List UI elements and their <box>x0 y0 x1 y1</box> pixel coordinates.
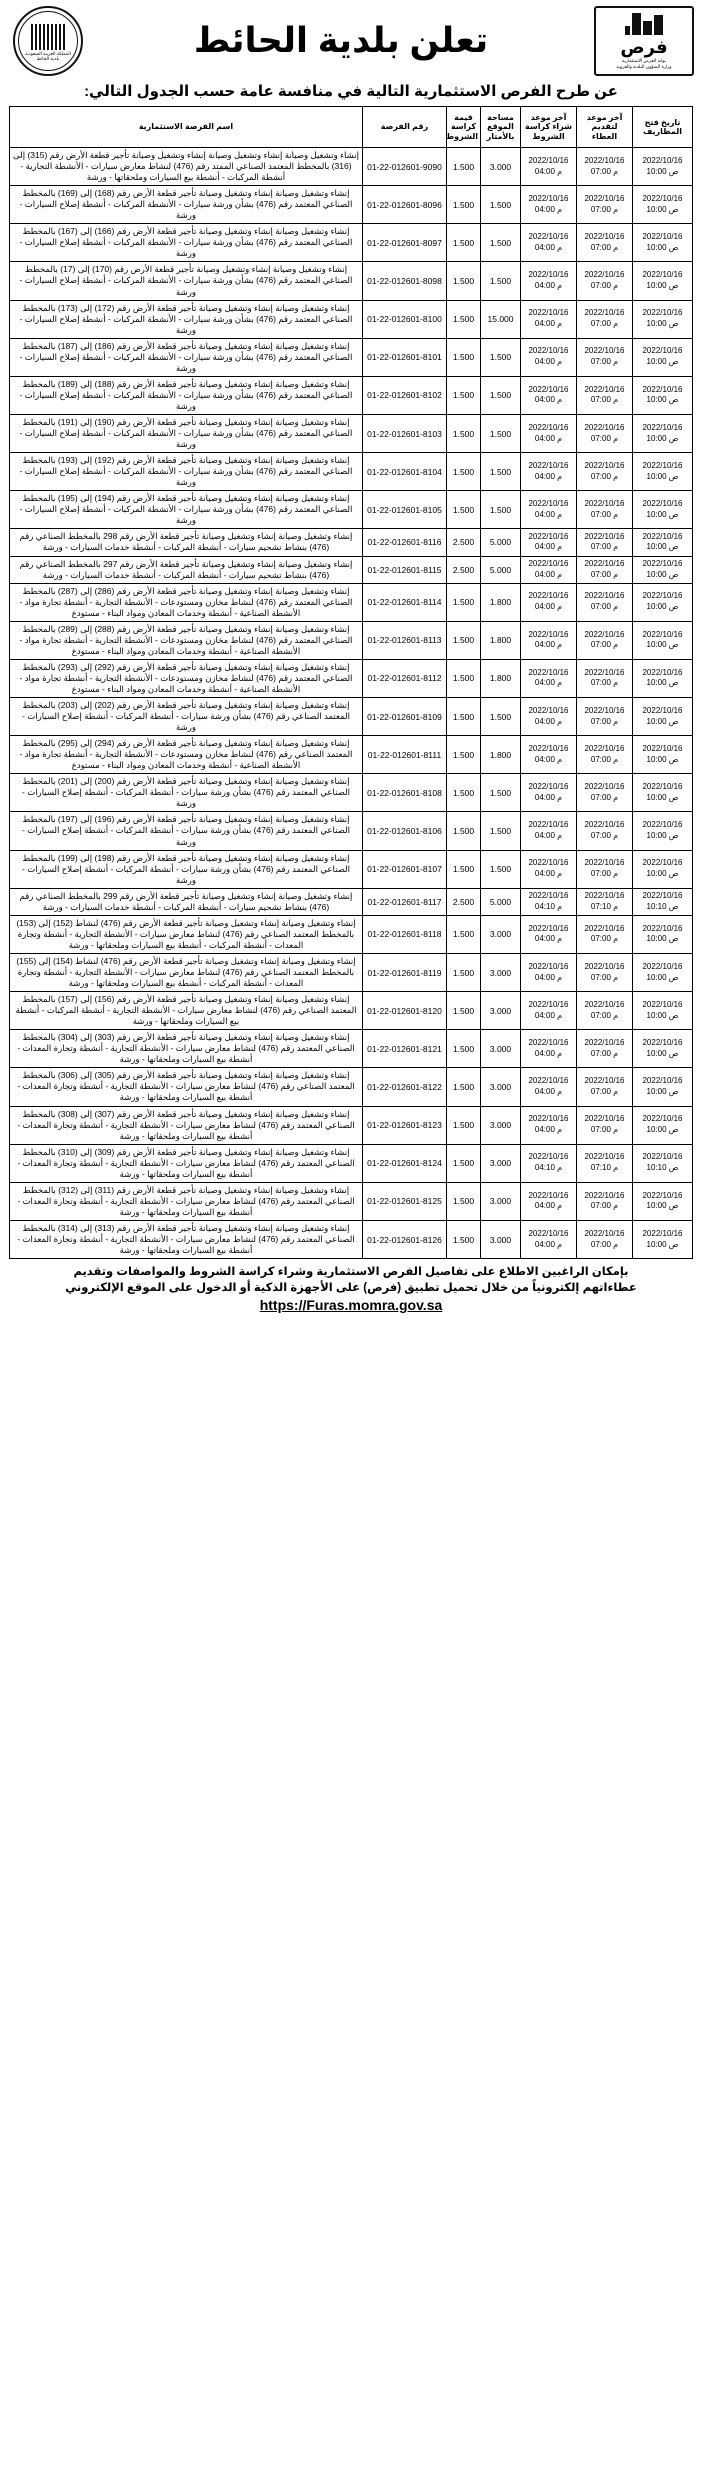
row-site-area: 3.000 <box>481 1144 521 1182</box>
row-bid-deadline: 2022/10/16 07:00 م <box>577 224 633 262</box>
row-opportunity-number: 01-22-012601-8120 <box>363 992 447 1030</box>
row-open-date: 2022/10/16 10:00 ص <box>633 736 693 774</box>
row-opportunity-number: 01-22-012601-8100 <box>363 300 447 338</box>
row-opportunity-number: 01-22-012601-8112 <box>363 659 447 697</box>
row-opportunity-number: 01-22-012601-8111 <box>363 736 447 774</box>
row-opportunity-name: إنشاء وتشغيل وصيانة إنشاء وتشغيل وصيانة تأجير قطعة الأرض رقم (194) إلى (195) بالمخطط الصناعي المعتمد رقم (476) بشأن ورشة سيارات - الأنشطة المركبات - أنشطة إصلاح السيارات - ورشة <box>10 491 363 529</box>
row-site-area: 3.000 <box>481 1068 521 1106</box>
row-booklet-value: 1.500 <box>447 850 481 888</box>
row-booklet-value: 2.500 <box>447 556 481 583</box>
row-booklet-value: 2.500 <box>447 888 481 915</box>
table-row <box>10 1030 693 1068</box>
row-booklet-value: 1.500 <box>447 621 481 659</box>
row-open-date: 2022/10/16 10:00 ص <box>633 850 693 888</box>
row-booklet-value: 2.500 <box>447 529 481 556</box>
row-bid-deadline: 2022/10/16 07:00 م <box>577 1106 633 1144</box>
row-purchase-deadline: 2022/10/16 04:00 م <box>521 621 577 659</box>
row-opportunity-name: إنشاء وتشغيل وصيانة إنشاء وتشغيل وصيانة تأجير قطعة الأرض رقم (198) إلى (199) بالمخطط الصناعي المعتمد رقم (476) بشأن ورشة سيارات - أنشطة المركبات - أنشطة إصلاح السيارات - ورشة <box>10 850 363 888</box>
row-bid-deadline: 2022/10/16 07:00 م <box>577 774 633 812</box>
row-booklet-value: 1.500 <box>447 812 481 850</box>
row-opportunity-name: إنشاء وتشغيل وصيانة إنشاء وتشغيل وصيانة تأجير قطعة الأرض رقم (303) إلى (304) بالمخطط الصناعي المعتمد رقم (476) لنشاط معارض سيارات - الأنشطة التجارية - أنشطة وتجارة المعدات - أنشطة بيع السيارات وملحقاتها - ورشة <box>10 1030 363 1068</box>
row-purchase-deadline: 2022/10/16 04:00 م <box>521 1106 577 1144</box>
furas-logo-word: فرص <box>620 36 668 57</box>
table-row <box>10 414 693 452</box>
row-opportunity-number: 01-22-012601-8109 <box>363 698 447 736</box>
row-opportunity-name: إنشاء وتشغيل وصيانة إنشاء وتشغيل وصيانة تأجير قطعة الأرض رقم (186) إلى (187) بالمخطط الصناعي المعتمد رقم (476) بشأن ورشة سيارات - الأنشطة المركبات - أنشطة إصلاح السيارات - ورشة <box>10 338 363 376</box>
row-booklet-value: 1.500 <box>447 992 481 1030</box>
table-row <box>10 1144 693 1182</box>
row-purchase-deadline: 2022/10/16 04:00 م <box>521 659 577 697</box>
row-opportunity-name: إنشاء وتشغيل وصيانة إنشاء وتشغيل وصيانة تأجير قطعة الأرض رقم (200) إلى (201) بالمخطط الصناعي المعتمد رقم (476) بشأن ورشة سيارات - أنشطة المركبات - أنشطة إصلاح السيارات - ورشة <box>10 774 363 812</box>
row-site-area: 3.000 <box>481 1182 521 1220</box>
table-row <box>10 888 693 915</box>
row-site-area: 1.500 <box>481 186 521 224</box>
row-opportunity-name: إنشاء وتشغيل وصيانة إنشاء وتشغيل وصيانة تأجير قطعة الأرض رقم (192) إلى (193) بالمخطط الصناعي المعتمد رقم (476) بشأن ورشة سيارات - الأنشطة المركبات - أنشطة إصلاح السيارات - ورشة <box>10 453 363 491</box>
row-opportunity-name: إنشاء وتشغيل وصيانة إنشاء وتشغيل وصيانة تأجير قطعة الأرض رقم (156) إلى (157) بالمخطط المعتمد الصناعي رقم (476) لنشاط معارض سيارات - الأنشطة التجارية - أنشطة المركبات - أنشطة بيع السيارات وملحقاتها - ورشة <box>10 992 363 1030</box>
row-site-area: 1.500 <box>481 262 521 300</box>
row-open-date: 2022/10/16 10:00 ص <box>633 1182 693 1220</box>
row-purchase-deadline: 2022/10/16 04:00 م <box>521 1030 577 1068</box>
row-opportunity-number: 01-22-012601-8104 <box>363 453 447 491</box>
row-opportunity-name: إنشاء وتشغيل وصيانة إنشاء وتشغيل وصيانة تأجير قطعة الأرض رقم (166) إلى (167) بالمخطط الصناعي المعتمد رقم (476) بشأن ورشة سيارات - الأنشطة المركبات - أنشطة إصلاح السيارات - ورشة <box>10 224 363 262</box>
row-open-date: 2022/10/16 10:00 ص <box>633 556 693 583</box>
row-opportunity-number: 01-22-012601-8117 <box>363 888 447 915</box>
row-opportunity-number: 01-22-012601-8118 <box>363 915 447 953</box>
row-purchase-deadline: 2022/10/16 04:00 م <box>521 1182 577 1220</box>
table-row <box>10 1220 693 1258</box>
row-booklet-value: 1.500 <box>447 1030 481 1068</box>
furas-logo <box>594 6 694 76</box>
furas-logo-subtitle: بوابة الفرص الاستثمارية وزارة الشؤون البلدية والقروية <box>616 57 672 69</box>
row-open-date: 2022/10/16 10:00 ص <box>633 453 693 491</box>
row-bid-deadline: 2022/10/16 07:00 م <box>577 262 633 300</box>
row-purchase-deadline: 2022/10/16 04:00 م <box>521 453 577 491</box>
row-purchase-deadline: 2022/10/16 04:00 م <box>521 736 577 774</box>
row-bid-deadline: 2022/10/16 07:00 م <box>577 300 633 338</box>
row-site-area: 5.000 <box>481 556 521 583</box>
row-opportunity-name: إنشاء وتشغيل وصيانة إنشاء وتشغيل وصيانة تأجير قطعة الأرض رقم (294) إلى (295) بالمخطط المعتمد الصناعي رقم (476) لنشاط مخازن ومستودعات - الأنشطة التجارية - أنشطة تجارة مواد - الأنشطة الصناعية - أنشطة وخدمات المعادن ومواد البناء - مستودع <box>10 736 363 774</box>
row-site-area: 3.000 <box>481 1030 521 1068</box>
row-site-area: 1.500 <box>481 774 521 812</box>
row-site-area: 1.500 <box>481 850 521 888</box>
table-row <box>10 1182 693 1220</box>
row-open-date: 2022/10/16 10:00 ص <box>633 992 693 1030</box>
table-row <box>10 659 693 697</box>
table-row <box>10 850 693 888</box>
row-open-date: 2022/10/16 10:00 ص <box>633 300 693 338</box>
row-bid-deadline: 2022/10/16 07:00 م <box>577 812 633 850</box>
emblem-ring <box>18 11 78 71</box>
row-site-area: 1.500 <box>481 338 521 376</box>
row-open-date: 2022/10/16 10:00 ص <box>633 774 693 812</box>
row-purchase-deadline: 2022/10/16 04:00 م <box>521 992 577 1030</box>
row-purchase-deadline: 2022/10/16 04:00 م <box>521 915 577 953</box>
row-opportunity-name: إنشاء وتشغيل وصيانة إنشاء وتشغيل وصيانة تأجير قطعة الأرض رقم (476) لنشاط (152) إلى (153) بالمخطط المعتمد الصناعي رقم (476) لنشاط معارض سيارات - الأنشطة التجارية - أنشطة وتجارة المعدات - أنشطة المركبات - أنشطة بيع السيارات وملحقاتها - ورشة <box>10 915 363 953</box>
row-opportunity-name: إنشاء وتشغيل وصيانة إنشاء وتشغيل وصيانة تأجير قطعة الأرض رقم (476) لنشاط (154) إلى (155) بالمخطط المعتمد الصناعي رقم (476) لنشاط معارض سيارات - الأنشطة التجارية - أنشطة وتجارة المعدات - أنشطة المركبات - أنشطة بيع السيارات وملحقاتها - ورشة <box>10 953 363 991</box>
row-site-area: 3.000 <box>481 1106 521 1144</box>
table-row <box>10 953 693 991</box>
row-bid-deadline: 2022/10/16 07:00 م <box>577 414 633 452</box>
row-site-area: 3.000 <box>481 1220 521 1258</box>
row-site-area: 3.000 <box>481 915 521 953</box>
row-site-area: 3.000 <box>481 953 521 991</box>
row-booklet-value: 1.500 <box>447 1106 481 1144</box>
col-open-date: تاريخ فتح المظاريف <box>633 107 693 148</box>
col-bid-deadline: آخر موعد لتقديم العطاء <box>577 107 633 148</box>
row-opportunity-number: 01-22-012601-8097 <box>363 224 447 262</box>
row-open-date: 2022/10/16 10:10 ص <box>633 1144 693 1182</box>
row-opportunity-name: إنشاء وتشغيل وصيانة إنشاء وتشغيل وصيانة تأجير قطعة الأرض رقم (188) إلى (189) بالمخطط الصناعي المعتمد رقم (476) بشأن ورشة سيارات - الأنشطة المركبات - أنشطة إصلاح السيارات - ورشة <box>10 376 363 414</box>
row-opportunity-name: إنشاء وتشغيل وصيانة إنشاء وتشغيل وصيانة تأجير قطعة الأرض رقم (305) إلى (306) بالمخطط المعتمد الصناعي رقم (476) لنشاط معارض سيارات - الأنشطة التجارية - أنشطة وتجارة المعدات - أنشطة بيع السيارات وملحقاتها - ورشة <box>10 1068 363 1106</box>
row-opportunity-name: إنشاء وتشغيل وصيانة إنشاء وتشغيل وصيانة تأجير قطعة الأرض رقم (196) إلى (197) بالمخطط الصناعي المعتمد رقم (476) بشأن ورشة سيارات - أنشطة المركبات - أنشطة إصلاح السيارات - ورشة <box>10 812 363 850</box>
row-open-date: 2022/10/16 10:00 ص <box>633 148 693 186</box>
page-footer <box>0 1263 702 1321</box>
municipality-emblem-wrap <box>8 6 88 76</box>
row-open-date: 2022/10/16 10:00 ص <box>633 186 693 224</box>
row-booklet-value: 1.500 <box>447 774 481 812</box>
row-bid-deadline: 2022/10/16 07:00 م <box>577 186 633 224</box>
row-site-area: 1.500 <box>481 414 521 452</box>
row-purchase-deadline: 2022/10/16 04:00 م <box>521 1068 577 1106</box>
row-booklet-value: 1.500 <box>447 953 481 991</box>
row-open-date: 2022/10/16 10:00 ص <box>633 698 693 736</box>
row-bid-deadline: 2022/10/16 07:00 م <box>577 736 633 774</box>
row-booklet-value: 1.500 <box>447 915 481 953</box>
row-open-date: 2022/10/16 10:00 ص <box>633 583 693 621</box>
table-row <box>10 376 693 414</box>
row-opportunity-number: 01-22-012601-8114 <box>363 583 447 621</box>
row-site-area: 5.000 <box>481 888 521 915</box>
row-opportunity-name: إنشاء وتشغيل وصيانة إنشاء وتشغيل وصيانة تأجير قطعة الأرض رقم (286) إلى (287) بالمخطط الصناعي المعتمد رقم (476) لنشاط مخازن ومستودعات - الأنشطة التجارية - أنشطة تجارة مواد - الأنشطة الصناعية - أنشطة وخدمات المعادن ومواد البناء - مستودع <box>10 583 363 621</box>
emblem-text: المملكة العربية السعودية بلدية الحائط <box>25 51 71 61</box>
furas-portal-link[interactable]: https://Furas.momra.gov.sa <box>259 1297 443 1314</box>
row-bid-deadline: 2022/10/16 07:00 م <box>577 1030 633 1068</box>
table-row <box>10 698 693 736</box>
row-bid-deadline: 2022/10/16 07:00 م <box>577 992 633 1030</box>
row-site-area: 1.800 <box>481 621 521 659</box>
row-open-date: 2022/10/16 10:00 ص <box>633 224 693 262</box>
row-opportunity-number: 01-22-012601-8102 <box>363 376 447 414</box>
row-bid-deadline: 2022/10/16 07:00 م <box>577 148 633 186</box>
row-bid-deadline: 2022/10/16 07:00 م <box>577 953 633 991</box>
row-open-date: 2022/10/16 10:00 ص <box>633 1068 693 1106</box>
col-opportunity-number: رقم الفرصة <box>363 107 447 148</box>
row-bid-deadline: 2022/10/16 07:00 م <box>577 491 633 529</box>
row-opportunity-number: 01-22-012601-8107 <box>363 850 447 888</box>
row-open-date: 2022/10/16 10:00 ص <box>633 621 693 659</box>
row-site-area: 3.000 <box>481 992 521 1030</box>
row-opportunity-number: 01-22-012601-9090 <box>363 148 447 186</box>
row-purchase-deadline: 2022/10/16 04:00 م <box>521 414 577 452</box>
row-opportunity-name: إنشاء وتشغيل وصيانة إنشاء وتشغيل وصيانة تأجير قطعة الأرض رقم (202) إلى (203) بالمخطط المعتمد الصناعي رقم (476) بشأن ورشة سيارات - أنشطة المركبات - أنشطة إصلاح السيارات - ورشة <box>10 698 363 736</box>
row-opportunity-name: إنشاء وتشغيل وصيانة إنشاء وتشغيل وصيانة إنشاء وتشغيل وصيانة تأجير قطعة الأرض رقم (315) إلى (316) بالمخطط المعتمد الصناعي الممتد رقم (476) لنشاط معارض سيارات - الأنشطة التجارية - أنشطة المركبات - أنشطة بيع السيارات وملحقاتها - ورشة <box>10 148 363 186</box>
row-site-area: 1.500 <box>481 224 521 262</box>
row-purchase-deadline: 2022/10/16 04:00 م <box>521 1220 577 1258</box>
row-booklet-value: 1.500 <box>447 698 481 736</box>
row-opportunity-number: 01-22-012601-8122 <box>363 1068 447 1106</box>
row-bid-deadline: 2022/10/16 07:00 م <box>577 698 633 736</box>
row-site-area: 5.000 <box>481 529 521 556</box>
row-bid-deadline: 2022/10/16 07:00 م <box>577 659 633 697</box>
row-open-date: 2022/10/16 10:00 ص <box>633 915 693 953</box>
row-opportunity-number: 01-22-012601-8106 <box>363 812 447 850</box>
page-header <box>0 0 702 80</box>
row-purchase-deadline: 2022/10/16 04:00 م <box>521 300 577 338</box>
row-opportunity-number: 01-22-012601-8098 <box>363 262 447 300</box>
row-opportunity-name: إنشاء وتشغيل وصيانة إنشاء وتشغيل وصيانة تأجير قطعة الأرض رقم (292) إلى (293) بالمخطط الصناعي المعتمد رقم (476) لنشاط مخازن ومستودعات - الأنشطة التجارية - أنشطة تجارة مواد - الأنشطة الصناعية - أنشطة وخدمات المعادن ومواد البناء - مستودع <box>10 659 363 697</box>
table-row <box>10 1106 693 1144</box>
row-booklet-value: 1.500 <box>447 453 481 491</box>
col-purchase-deadline: آخر موعد شراء كراسة الشروط <box>521 107 577 148</box>
row-opportunity-number: 01-22-012601-8124 <box>363 1144 447 1182</box>
row-purchase-deadline: 2022/10/16 04:00 م <box>521 224 577 262</box>
table-row <box>10 262 693 300</box>
row-open-date: 2022/10/16 10:00 ص <box>633 812 693 850</box>
row-purchase-deadline: 2022/10/16 04:00 م <box>521 186 577 224</box>
table-row <box>10 186 693 224</box>
row-booklet-value: 1.500 <box>447 224 481 262</box>
row-booklet-value: 1.500 <box>447 376 481 414</box>
row-bid-deadline: 2022/10/16 07:00 م <box>577 1182 633 1220</box>
row-opportunity-name: إنشاء وتشغيل وصيانة إنشاء وتشغيل وصيانة تأجير قطعة الأرض رقم (288) إلى (289) بالمخطط الصناعي المعتمد رقم (476) لنشاط مخازن ومستودعات - الأنشطة التجارية - أنشطة تجارة مواد - الأنشطة الصناعية - أنشطة وخدمات المعادن ومواد البناء - مستودع <box>10 621 363 659</box>
table-row <box>10 148 693 186</box>
row-bid-deadline: 2022/10/16 07:10 م <box>577 1144 633 1182</box>
row-booklet-value: 1.500 <box>447 491 481 529</box>
row-open-date: 2022/10/16 10:00 ص <box>633 1106 693 1144</box>
row-site-area: 1.500 <box>481 491 521 529</box>
page-title: تعلن بلدية الحائط <box>193 21 489 60</box>
row-booklet-value: 1.500 <box>447 736 481 774</box>
table-row <box>10 992 693 1030</box>
row-opportunity-number: 01-22-012601-8096 <box>363 186 447 224</box>
table-row <box>10 453 693 491</box>
row-purchase-deadline: 2022/10/16 04:10 م <box>521 1144 577 1182</box>
row-site-area: 15.000 <box>481 300 521 338</box>
row-opportunity-number: 01-22-012601-8119 <box>363 953 447 991</box>
row-opportunity-name: إنشاء وتشغيل وصيانة إنشاء وتشغيل وصيانة تأجير قطعة الأرض رقم (309) إلى (310) بالمخطط الصناعي المعتمد رقم (476) لنشاط معارض سيارات - الأنشطة التجارية - أنشطة وتجارة المعدات - أنشطة بيع السيارات وملحقاتها - ورشة <box>10 1144 363 1182</box>
row-booklet-value: 1.500 <box>447 1182 481 1220</box>
row-purchase-deadline: 2022/10/16 04:00 م <box>521 148 577 186</box>
row-site-area: 1.800 <box>481 583 521 621</box>
row-bid-deadline: 2022/10/16 07:00 م <box>577 621 633 659</box>
table-row <box>10 583 693 621</box>
row-booklet-value: 1.500 <box>447 262 481 300</box>
row-purchase-deadline: 2022/10/16 04:00 م <box>521 812 577 850</box>
row-opportunity-name: إنشاء وتشغيل وصيانة إنشاء وتشغيل وصيانة تأجير قطعة الأرض رقم (168) إلى (169) بالمخطط الصناعي المعتمد رقم (476) بشأن ورشة سيارات - الأنشطة المركبات - أنشطة إصلاح السيارات - ورشة <box>10 186 363 224</box>
row-site-area: 1.500 <box>481 453 521 491</box>
row-opportunity-number: 01-22-012601-8103 <box>363 414 447 452</box>
row-open-date: 2022/10/16 10:00 ص <box>633 491 693 529</box>
furas-logo-mark <box>625 13 663 35</box>
row-opportunity-number: 01-22-012601-8123 <box>363 1106 447 1144</box>
row-opportunity-name: إنشاء وتشغيل وصيانة إنشاء وتشغيل وصيانة تأجير قطعة الأرض رقم 299 بالمخطط الصناعي رقم (476) بنشاط تشحيم سيارات - أنشطة المركبات - أنشطة خدمات السيارات - ورشة <box>10 888 363 915</box>
row-opportunity-number: 01-22-012601-8105 <box>363 491 447 529</box>
row-booklet-value: 1.500 <box>447 148 481 186</box>
row-opportunity-number: 01-22-012601-8126 <box>363 1220 447 1258</box>
row-open-date: 2022/10/16 10:00 ص <box>633 659 693 697</box>
row-bid-deadline: 2022/10/16 07:00 م <box>577 556 633 583</box>
row-bid-deadline: 2022/10/16 07:00 م <box>577 529 633 556</box>
row-open-date: 2022/10/16 10:00 ص <box>633 1030 693 1068</box>
row-open-date: 2022/10/16 10:00 ص <box>633 376 693 414</box>
row-opportunity-name: إنشاء وتشغيل وصيانة إنشاء وتشغيل وصيانة تأجير قطعة الأرض رقم (311) إلى (312) بالمخطط الصناعي المعتمد رقم (476) لنشاط معارض سيارات - الأنشطة التجارية - أنشطة وتجارة المعدات - أنشطة بيع السيارات وملحقاتها - ورشة <box>10 1182 363 1220</box>
row-site-area: 1.500 <box>481 812 521 850</box>
row-site-area: 1.800 <box>481 736 521 774</box>
row-booklet-value: 1.500 <box>447 300 481 338</box>
table-row <box>10 1068 693 1106</box>
row-opportunity-name: إنشاء وتشغيل وصيانة إنشاء وتشغيل وصيانة تأجير قطعة الأرض رقم (172) إلى (173) بالمخطط الصناعي المعتمد رقم (476) بشأن ورشة سيارات - الأنشطة المركبات - أنشطة إصلاح السيارات - ورشة <box>10 300 363 338</box>
row-site-area: 1.800 <box>481 659 521 697</box>
row-booklet-value: 1.500 <box>447 1220 481 1258</box>
row-open-date: 2022/10/16 10:00 ص <box>633 953 693 991</box>
row-opportunity-name: إنشاء وتشغيل وصيانة إنشاء وتشغيل وصيانة تأجير قطعة الأرض رقم (170) إلى (17) بالمخطط الصناعي المعتمد رقم (476) بشأن ورشة سيارات - الأنشطة المركبات - أنشطة إصلاح السيارات - ورشة <box>10 262 363 300</box>
row-booklet-value: 1.500 <box>447 583 481 621</box>
row-opportunity-number: 01-22-012601-8115 <box>363 556 447 583</box>
row-opportunity-name: إنشاء وتشغيل وصيانة إنشاء وتشغيل وصيانة تأجير قطعة الأرض رقم (313) إلى (314) بالمخطط الصناعي المعتمد رقم (476) لنشاط معارض سيارات - الأنشطة التجارية - أنشطة وتجارة المعدات - أنشطة بيع السيارات وملحقاتها - ورشة <box>10 1220 363 1258</box>
page-subtitle: عن طرح الفرص الاستثمارية التالية في منافسة عامة حسب الجدول التالي: <box>84 83 618 100</box>
row-open-date: 2022/10/16 10:00 ص <box>633 1220 693 1258</box>
row-opportunity-name: إنشاء وتشغيل وصيانة إنشاء وتشغيل وصيانة تأجير قطعة الأرض رقم (190) إلى (191) بالمخطط الصناعي المعتمد رقم (476) بشأن ورشة سيارات - الأنشطة المركبات - أنشطة إصلاح السيارات - ورشة <box>10 414 363 452</box>
table-row <box>10 556 693 583</box>
row-opportunity-name: إنشاء وتشغيل وصيانة إنشاء وتشغيل وصيانة تأجير قطعة الأرض رقم 297 بالمخطط الصناعي رقم (476) بنشاط تشحيم سيارات - أنشطة المركبات - أنشطة خدمات السيارات - ورشة <box>10 556 363 583</box>
col-opportunity-name: اسم الفرصة الاستثمارية <box>10 107 363 148</box>
col-site-area: مساحة الموقع بالأمتار <box>481 107 521 148</box>
row-booklet-value: 1.500 <box>447 659 481 697</box>
row-booklet-value: 1.500 <box>447 186 481 224</box>
row-opportunity-number: 01-22-012601-8113 <box>363 621 447 659</box>
row-bid-deadline: 2022/10/16 07:00 م <box>577 850 633 888</box>
row-purchase-deadline: 2022/10/16 04:00 م <box>521 583 577 621</box>
row-bid-deadline: 2022/10/16 07:00 م <box>577 1220 633 1258</box>
row-opportunity-number: 01-22-012601-8121 <box>363 1030 447 1068</box>
footer-line-2: عطاءاتهم إلكترونياً من خلال تحميل تطبيق (فرص) على الأجهزة الذكية أو الدخول على الموقع الإلكتروني <box>65 1281 637 1294</box>
row-opportunity-number: 01-22-012601-8108 <box>363 774 447 812</box>
row-site-area: 1.500 <box>481 698 521 736</box>
table-row <box>10 529 693 556</box>
row-open-date: 2022/10/16 10:00 ص <box>633 262 693 300</box>
row-purchase-deadline: 2022/10/16 04:00 م <box>521 529 577 556</box>
row-open-date: 2022/10/16 10:10 ص <box>633 888 693 915</box>
row-open-date: 2022/10/16 10:00 ص <box>633 529 693 556</box>
row-purchase-deadline: 2022/10/16 04:00 م <box>521 491 577 529</box>
table-row <box>10 491 693 529</box>
row-open-date: 2022/10/16 10:00 ص <box>633 338 693 376</box>
row-purchase-deadline: 2022/10/16 04:00 م <box>521 953 577 991</box>
table-row <box>10 338 693 376</box>
row-purchase-deadline: 2022/10/16 04:00 م <box>521 338 577 376</box>
row-purchase-deadline: 2022/10/16 04:00 م <box>521 262 577 300</box>
table-row <box>10 812 693 850</box>
table-header-row <box>10 107 693 148</box>
table-row <box>10 621 693 659</box>
row-purchase-deadline: 2022/10/16 04:00 م <box>521 698 577 736</box>
table-row <box>10 300 693 338</box>
row-opportunity-name: إنشاء وتشغيل وصيانة إنشاء وتشغيل وصيانة تأجير قطعة الأرض رقم (307) إلى (308) بالمخطط الصناعي المعتمد رقم (476) لنشاط معارض سيارات - الأنشطة التجارية - أنشطة وتجارة المعدات - أنشطة بيع السيارات وملحقاتها - ورشة <box>10 1106 363 1144</box>
row-bid-deadline: 2022/10/16 07:00 م <box>577 1068 633 1106</box>
table-row <box>10 736 693 774</box>
row-bid-deadline: 2022/10/16 07:00 م <box>577 583 633 621</box>
page-title-wrap <box>88 6 594 76</box>
table-body <box>10 148 693 1259</box>
col-booklet-value: قيمة كراسة الشروط <box>447 107 481 148</box>
footer-line-1: بإمكان الراغبين الاطلاع على تفاصيل الفرص الاستثمارية وشراء كراسة الشروط والمواصفات وتقديم <box>73 1266 629 1279</box>
row-booklet-value: 1.500 <box>447 414 481 452</box>
table-header <box>10 107 693 148</box>
table-row <box>10 224 693 262</box>
row-bid-deadline: 2022/10/16 07:00 م <box>577 376 633 414</box>
row-purchase-deadline: 2022/10/16 04:00 م <box>521 774 577 812</box>
table-row <box>10 915 693 953</box>
row-bid-deadline: 2022/10/16 07:00 م <box>577 915 633 953</box>
row-purchase-deadline: 2022/10/16 04:00 م <box>521 556 577 583</box>
row-purchase-deadline: 2022/10/16 04:00 م <box>521 850 577 888</box>
row-purchase-deadline: 2022/10/16 04:00 م <box>521 376 577 414</box>
row-booklet-value: 1.500 <box>447 1144 481 1182</box>
row-booklet-value: 1.500 <box>447 1068 481 1106</box>
row-bid-deadline: 2022/10/16 07:00 م <box>577 338 633 376</box>
row-site-area: 3.000 <box>481 148 521 186</box>
table-row <box>10 774 693 812</box>
row-purchase-deadline: 2022/10/16 04:10 م <box>521 888 577 915</box>
row-opportunity-name: إنشاء وتشغيل وصيانة إنشاء وتشغيل وصيانة تأجير قطعة الأرض رقم 298 بالمخطط الصناعي رقم (476) بنشاط تشحيم سيارات - أنشطة المركبات - أنشطة خدمات السيارات - ورشة <box>10 529 363 556</box>
row-opportunity-number: 01-22-012601-8101 <box>363 338 447 376</box>
opportunities-table <box>9 106 693 1259</box>
row-opportunity-number: 01-22-012601-8125 <box>363 1182 447 1220</box>
row-open-date: 2022/10/16 10:00 ص <box>633 414 693 452</box>
row-site-area: 1.500 <box>481 376 521 414</box>
row-bid-deadline: 2022/10/16 07:00 م <box>577 453 633 491</box>
municipality-emblem <box>13 6 83 76</box>
row-bid-deadline: 2022/10/16 07:10 م <box>577 888 633 915</box>
row-booklet-value: 1.500 <box>447 338 481 376</box>
row-opportunity-number: 01-22-012601-8116 <box>363 529 447 556</box>
